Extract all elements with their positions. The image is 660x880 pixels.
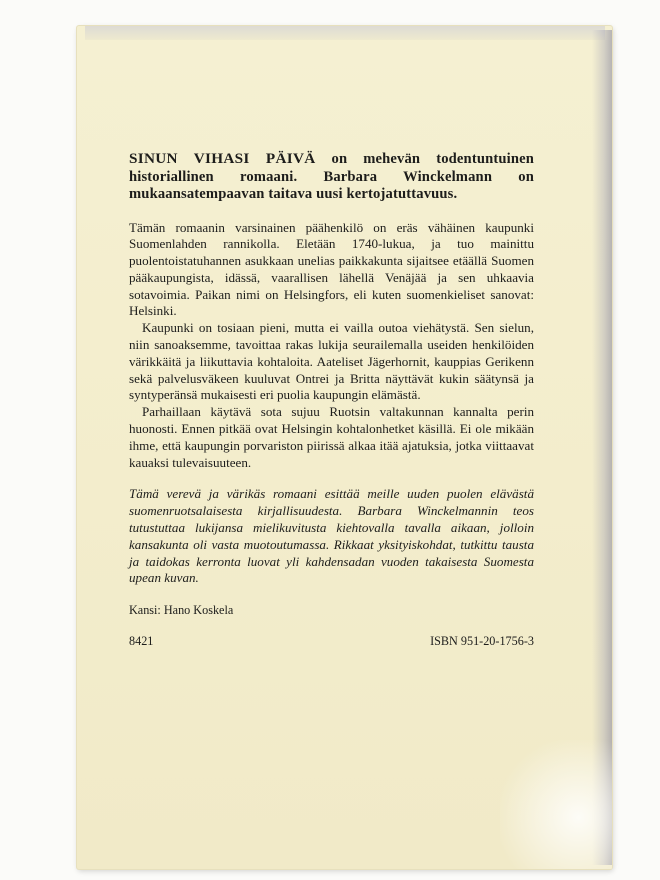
description xyxy=(129,220,534,472)
description-paragraph-2: Kaupunki on tosiaan pieni, mutta ei vailla outoa viehätystä. Sen sielun, niin sanoaksemme, tavoittaa rakas lukija seurailemalla useiden henkilöiden värikkäitä ja liikuttavia kohtaloita. Aateliset Jägerhornit, kauppias Gerikenn sekä palvelusväkeen kuuluvat Ontrei ja Britta näyttävät kukin säätynsä ja syntyperänsä mukaisesti eri puolia kaupungin elämästä. xyxy=(129,320,534,403)
intro-text: on mehevän todentuntuinen historiallinen romaani. Barbara Winckelmann on mukaansatempaavan taitava uusi kertojatuttavuus. xyxy=(129,151,534,202)
intro-blurb xyxy=(129,150,534,204)
product-code: 8421 xyxy=(129,634,154,649)
footer-row xyxy=(129,634,534,649)
book-title: SINUN VIHASI PÄIVÄ xyxy=(129,150,316,167)
cover-top-edge xyxy=(85,26,605,40)
cover-wear-mark xyxy=(500,740,612,869)
praise-paragraph: Tämä verevä ja värikäs romaani esittää meille uuden puolen elävästä suomenruotsalaisesta kirjallisuudesta. Barbara Winckelmannin teos tutustuttaa lukijansa mielikuvitusta kiehtovalla tavalla aikaan, jolloin kansakunta oli vasta muotoutumassa. Rikkaat yksityiskohdat, tutkittu tausta ja taidokas kerronta luovat yli kahdensadan vuoden takaisesta Suomesta upean kuvan. xyxy=(129,486,534,586)
back-cover-text xyxy=(129,150,534,649)
cover-credit: Kansi: Hano Koskela xyxy=(129,603,234,618)
description-paragraph-3: Parhaillaan käytävä sota sujuu Ruotsin valtakunnan kannalta perin huonosti. Ennen pitkää ovat Helsingin kohtalonhetket käsillä. Ei ole mikään ihme, että kaupungin porvariston piirissä alkaa itää ajatuksia, jotka viittaavat kauaksi tulevaisuuteen. xyxy=(129,404,534,470)
description-paragraph-1: Tämän romaanin varsinainen päähenkilö on eräs vähäinen kaupunki Suomenlahden rannikolla. Eletään 1740-lukua, ja tuo mainittu puolentoistatuhannen asukkaan unelias paikkakunta sijaitsee etäällä Suomen pääkaupungista, idässä, vaarallisen lähellä Venäjää ja sen uhkaavia sotavoimia. Paikan nimi on Helsingfors, eli kuten suomenkieliset sanovat: Helsinki. xyxy=(129,219,534,319)
isbn: ISBN 951-20-1756-3 xyxy=(430,634,534,649)
